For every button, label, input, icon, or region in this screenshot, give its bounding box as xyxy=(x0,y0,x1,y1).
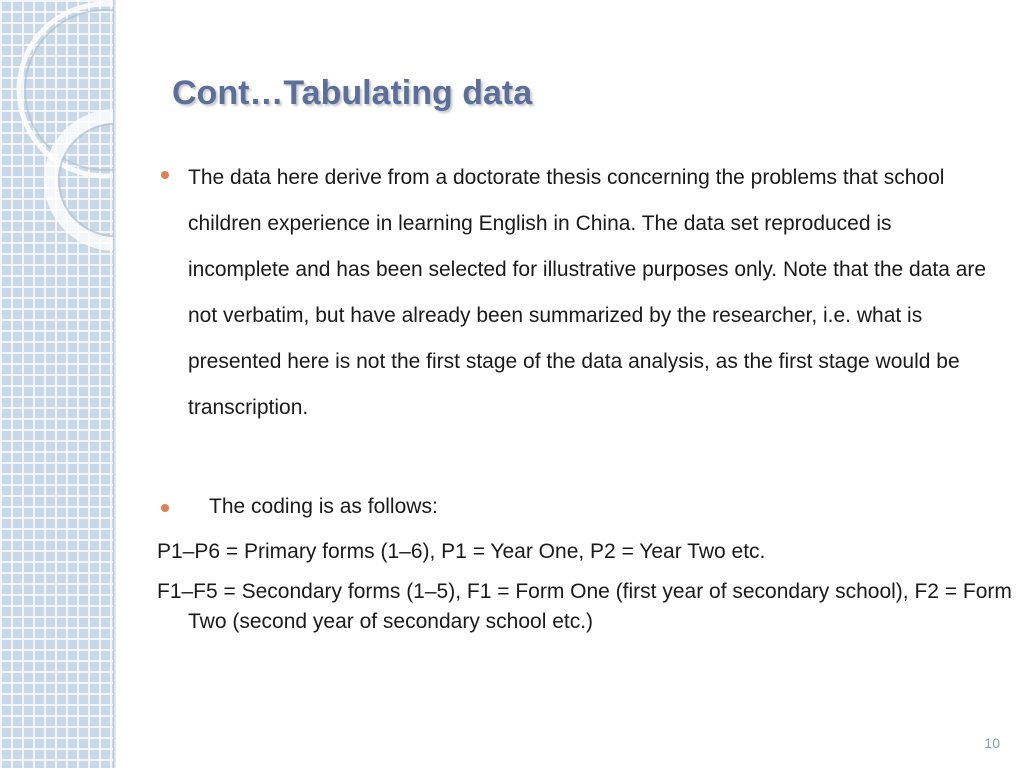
bullet-text-coding: The coding is as follows: xyxy=(209,495,438,518)
sidebar-edge xyxy=(113,0,116,768)
decorative-rings xyxy=(0,0,113,280)
page-number: 10 xyxy=(984,735,1000,751)
coding-line-secondary: F1–F5 = Secondary forms (1–5), F1 = Form One (first year of secondary school), F2 = Form Two (second year of secondary school etc.) xyxy=(157,580,1012,633)
decorative-sidebar xyxy=(0,0,113,768)
bullet-text-thesis: The data here derive from a doctorate thesis concerning the problems that school children experience in learning English in China. The data set reproduced is incomplete and has been selected for illustrative purposes only. Note that the data are not verbatim, but have already been summarized by the researcher, i.e. what is presented here is not the first stage of the data analysis, as the first stage would be transcription. xyxy=(188,166,987,419)
slide-title: Cont…Tabulating data xyxy=(172,74,533,112)
coding-line-primary: P1–P6 = Primary forms (1–6), P1 = Year One, P2 = Year Two etc. xyxy=(157,540,766,563)
bullet-point-icon xyxy=(161,504,169,512)
bullet-point-icon xyxy=(161,171,169,179)
